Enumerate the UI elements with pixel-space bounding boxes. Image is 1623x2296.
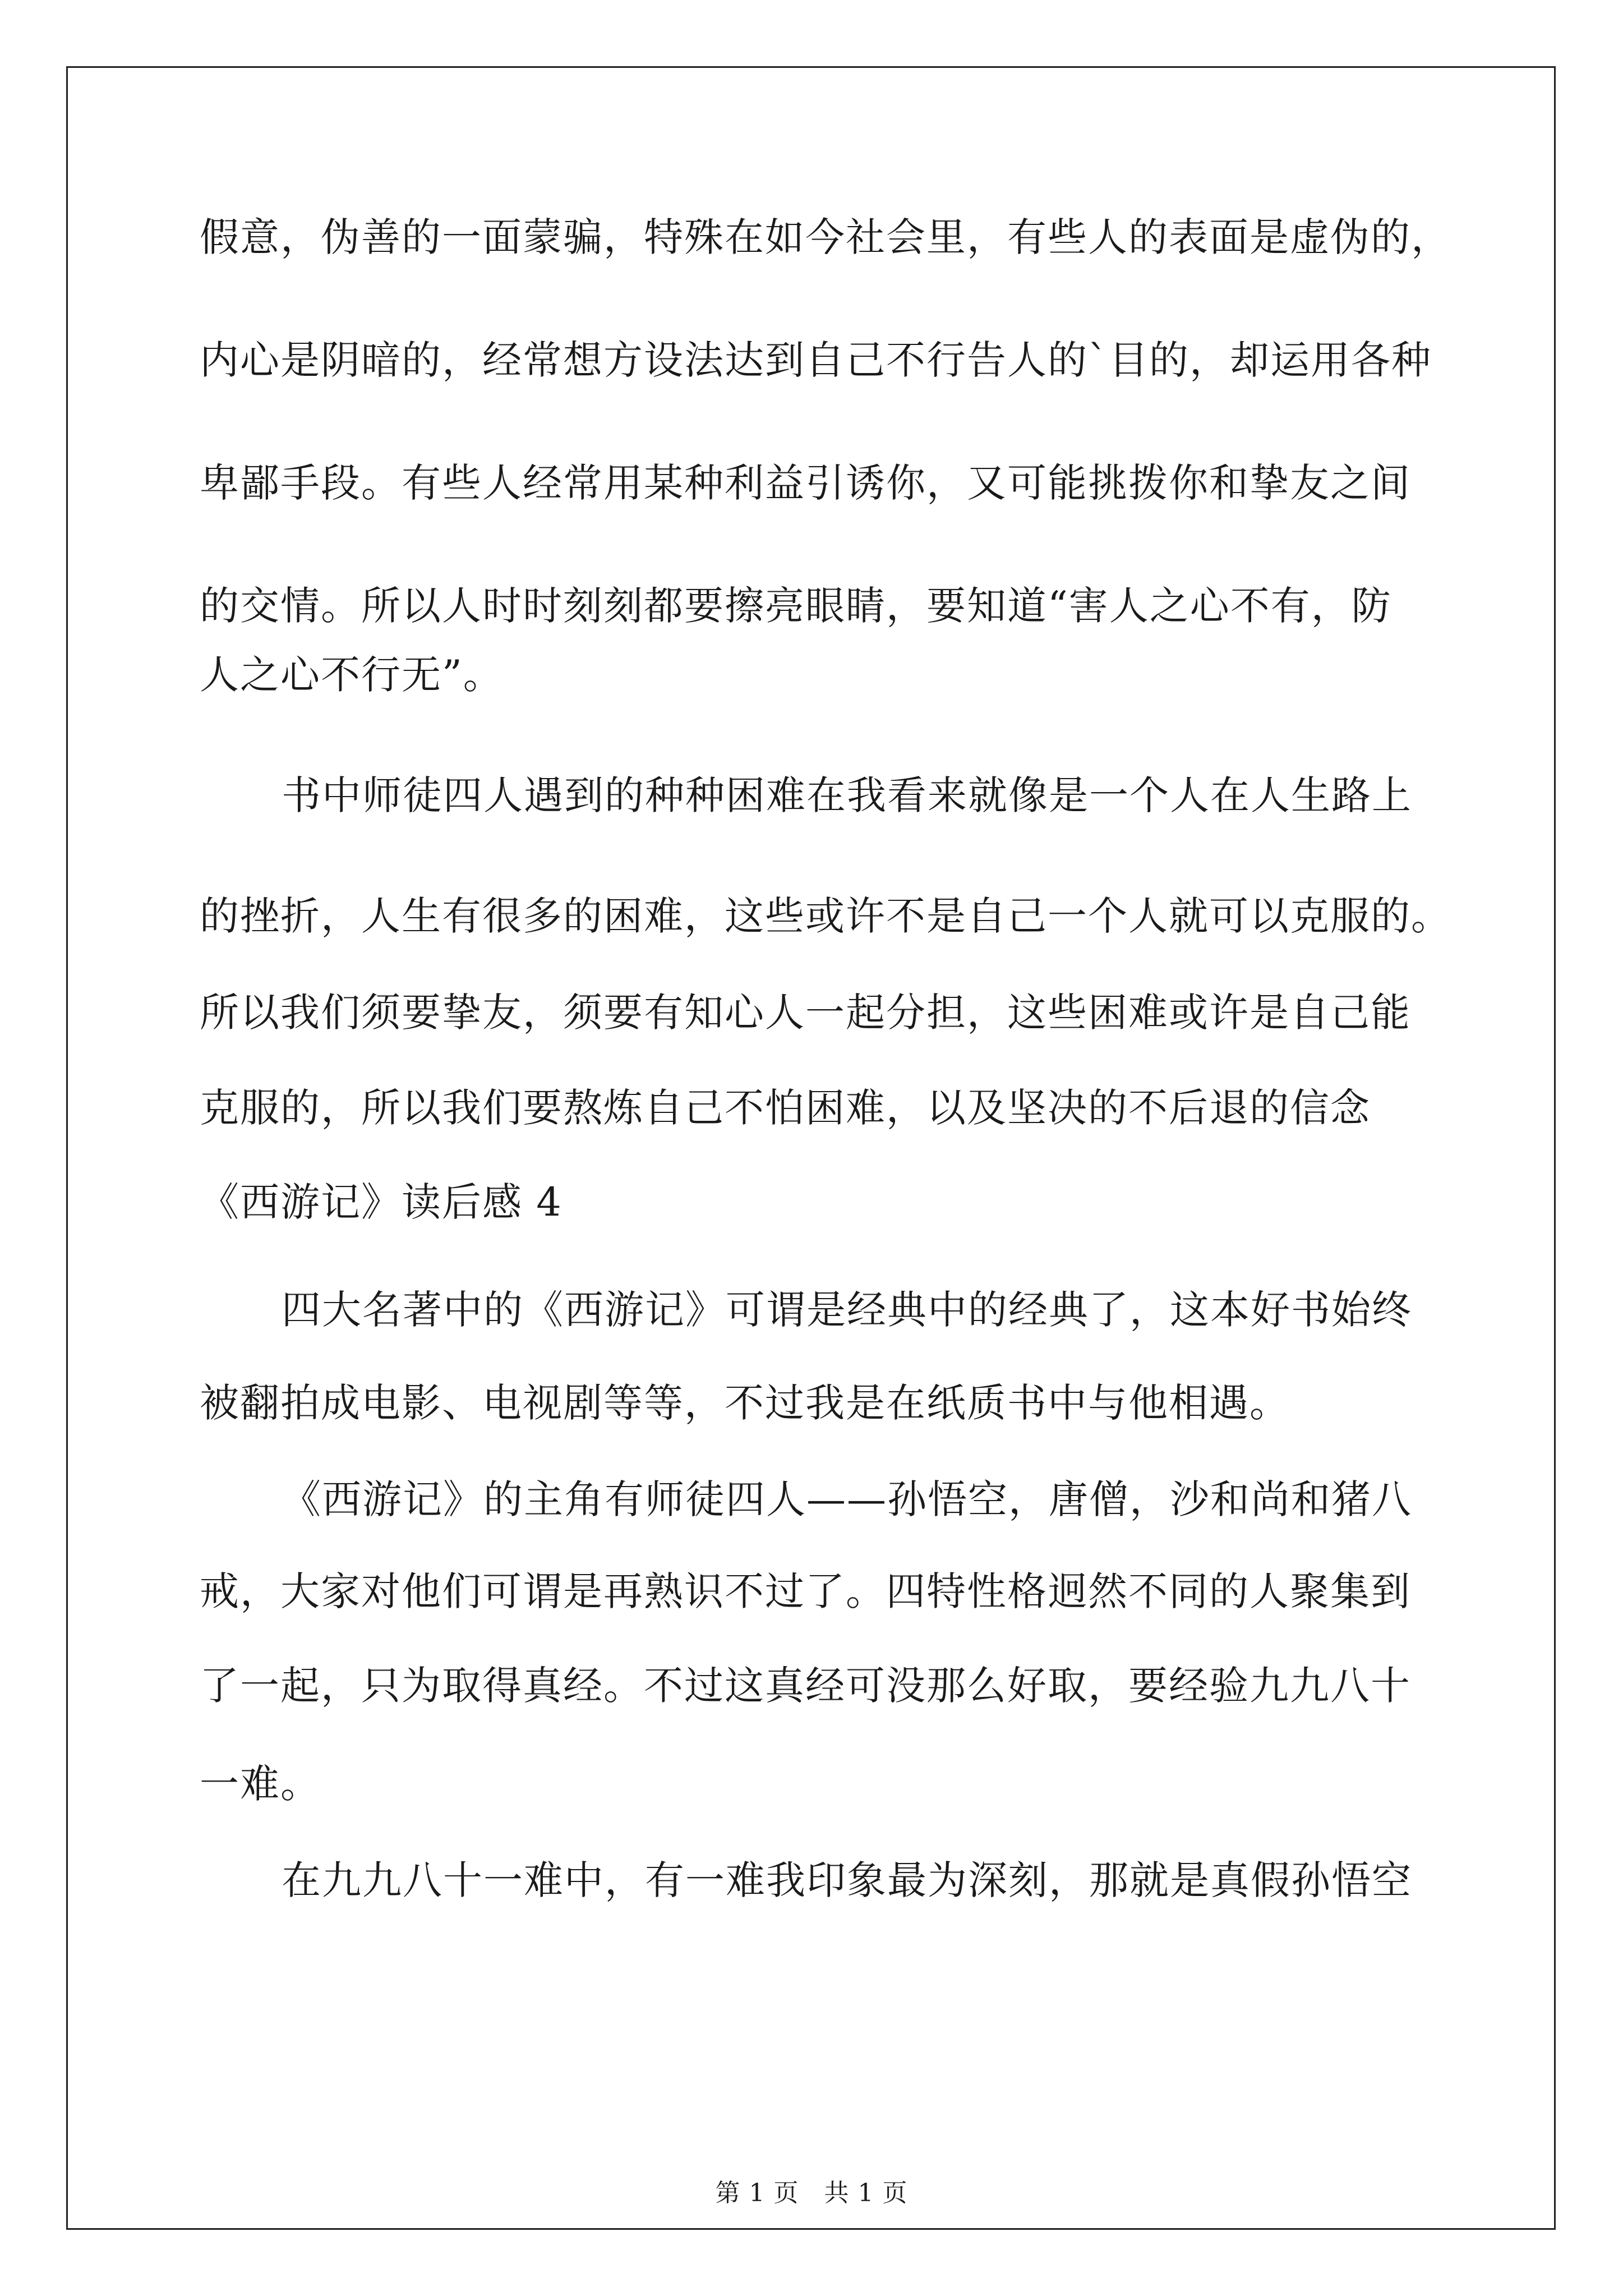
text-line: 克服的，所以我们要熬炼自己不怕困难，以及坚决的不后退的信念 bbox=[200, 1085, 1371, 1131]
paragraph-first-line: 书中师徒四人遇到的种种困难在我看来就像是一个人在人生路上 bbox=[282, 772, 1412, 818]
text-line: 内心是阴暗的，经常想方设法达到自己不行告人的`目的，却运用各种 bbox=[200, 337, 1432, 383]
section-heading: 《西游记》读后感 4 bbox=[200, 1179, 562, 1225]
paragraph-first-line: 四大名著中的《西游记》可谓是经典中的经典了，这本好书始终 bbox=[282, 1287, 1412, 1333]
text-line: 人之心不行无”。 bbox=[200, 652, 504, 698]
text-line: 的挫折，人生有很多的困难，这些或许不是自己一个人就可以克服的。 bbox=[200, 893, 1451, 939]
text-line: 一难。 bbox=[200, 1761, 321, 1807]
text-line: 所以我们须要挚友，须要有知心人一起分担，这些困难或许是自己能 bbox=[200, 990, 1411, 1036]
text-line: 卑鄙手段。有些人经常用某种利益引诱你，又可能挑拨你和挚友之间 bbox=[200, 460, 1411, 506]
text-line: 假意，伪善的一面蒙骗，特殊在如今社会里，有些人的表面是虚伪的， bbox=[200, 214, 1451, 260]
text-line: 了一起，只为取得真经。不过这真经可没那么好取，要经验九九八十 bbox=[200, 1663, 1411, 1709]
text-line: 的交情。所以人时时刻刻都要擦亮眼睛，要知道“害人之心不有，防 bbox=[200, 583, 1392, 629]
text-line: 被翻拍成电影、电视剧等等，不过我是在纸质书中与他相遇。 bbox=[200, 1380, 1290, 1426]
page-footer: 第 1 页 共 1 页 bbox=[715, 2179, 908, 2207]
text-line: 戒，大家对他们可谓是再熟识不过了。四特性格迥然不同的人聚集到 bbox=[200, 1568, 1411, 1614]
paragraph-first-line: 《西游记》的主角有师徒四人——孙悟空，唐僧，沙和尚和猪八 bbox=[282, 1476, 1412, 1522]
paragraph-first-line: 在九九八十一难中，有一难我印象最为深刻，那就是真假孙悟空 bbox=[282, 1857, 1412, 1903]
